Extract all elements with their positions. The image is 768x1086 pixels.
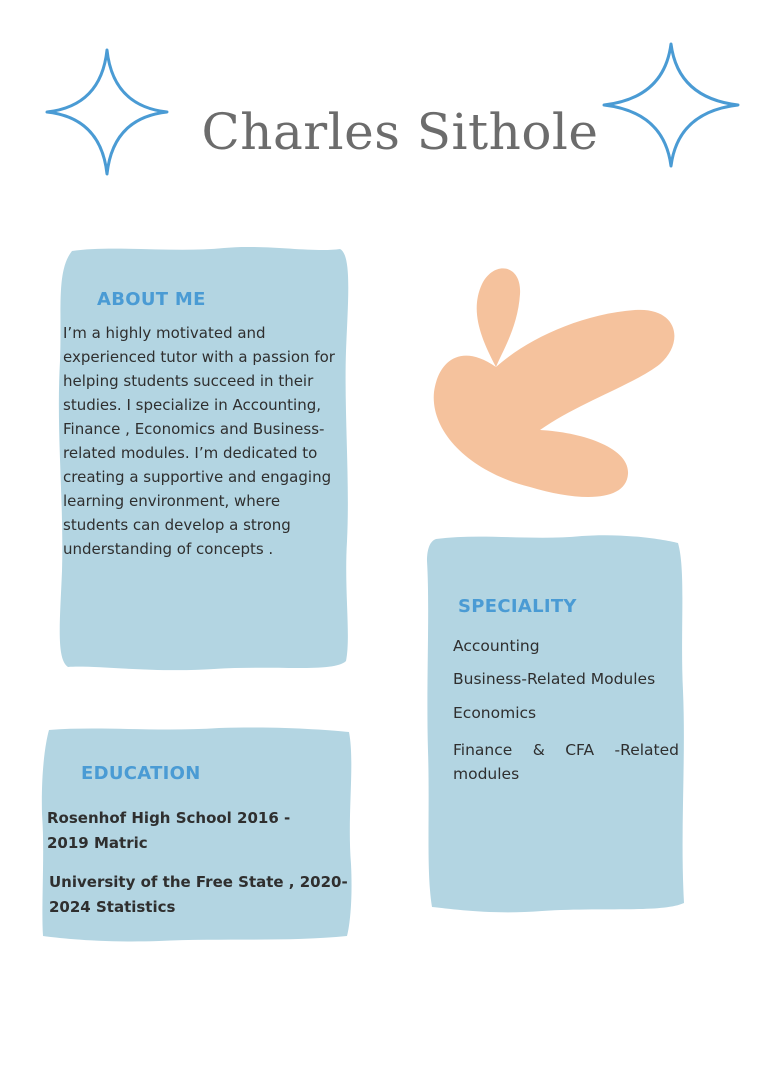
speciality-item-economics: Economics [453,704,537,722]
speciality-heading: SPECIALITY [458,596,577,617]
speciality-card [422,531,686,915]
about-me-text: I’m a highly motivated and experienced tutor with a passion for helping students succeed in their studies. I specialize in Accounting, Finance , Economics and Business-related modules. I’m dedicated to creating a supportive and engaging learning environment, where students can develop a strong understanding of concepts . [63,324,335,558]
speciality-item-finance: Finance & CFA -Related modules [453,741,679,783]
speciality-item-accounting: Accounting [453,637,540,655]
about-me-heading: ABOUT ME [97,289,206,310]
leaf-decoration [430,262,680,500]
page-title: Charles Sithole [201,103,599,161]
about-me-card [54,241,350,673]
education-heading: EDUCATION [81,763,201,784]
speciality-item-business: Business-Related Modules [453,670,656,688]
education-item-university: University of the Free State , 2020-2024 Statistics [49,873,348,916]
education-card [39,724,355,943]
education-item-highschool: Rosenhof High School 2016 - 2019 Matric [47,809,291,852]
